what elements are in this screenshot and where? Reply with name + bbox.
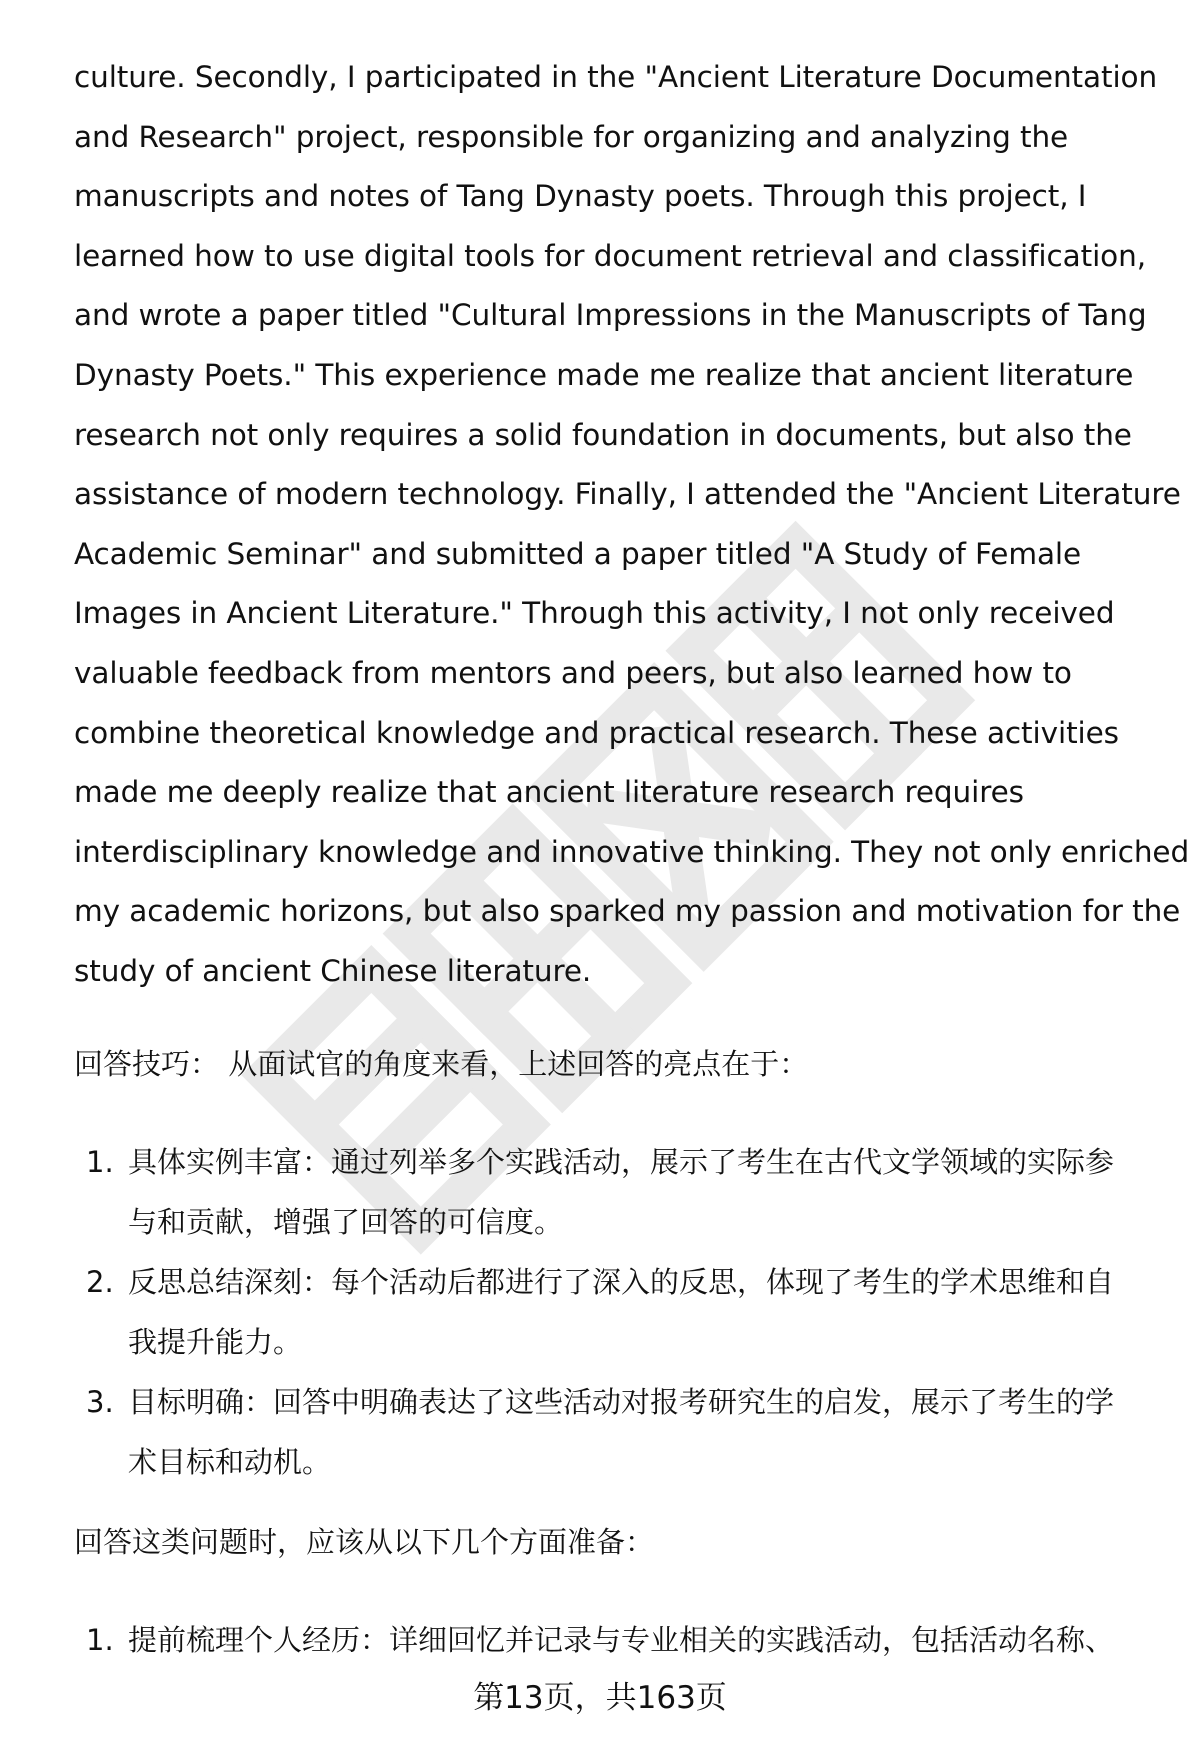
body-line: valuable feedback from mentors and peers, but also learned how to bbox=[74, 655, 1072, 690]
page-footer: 第13页，共163页 bbox=[473, 1680, 727, 1716]
list-item bbox=[74, 1132, 1164, 1252]
body-line: combine theoretical knowledge and practical research. These activities bbox=[74, 715, 1119, 750]
body-paragraph bbox=[74, 48, 1190, 1002]
body-line: and Research" project, responsible for organizing and analyzing the bbox=[74, 119, 1069, 154]
list-item-line: 提前梳理个人经历：详细回忆并记录与专业相关的实践活动，包括活动名称、 bbox=[128, 1623, 1115, 1657]
body-line: manuscripts and notes of Tang Dynasty poets. Through this project, I bbox=[74, 179, 1087, 214]
list-item-number: 1. bbox=[86, 1623, 114, 1657]
list-item-line: 反思总结深刻：每个活动后都进行了深入的反思，体现了考生的学术思维和自 bbox=[128, 1265, 1115, 1299]
list-item-number: 2. bbox=[86, 1265, 114, 1299]
body-line: culture. Secondly, I participated in the "Ancient Literature Documentation bbox=[74, 60, 1158, 94]
list-item-line: 目标明确：回答中明确表达了这些活动对报考研究生的启发，展示了考生的学 bbox=[128, 1385, 1115, 1419]
list-item-line: 我提升能力。 bbox=[128, 1325, 303, 1359]
list-item bbox=[74, 1372, 1164, 1492]
list-item-number: 1. bbox=[86, 1145, 114, 1179]
list-item bbox=[74, 1252, 1164, 1372]
tips-heading: 回答技巧： 从面试官的角度来看，上述回答的亮点在于： bbox=[74, 1047, 809, 1081]
list-item-line: 术目标和动机。 bbox=[128, 1445, 332, 1479]
body-line: assistance of modern technology. Finally, I attended the "Ancient Literature bbox=[74, 477, 1181, 512]
list-item-line: 具体实例丰富：通过列举多个实践活动，展示了考生在古代文学领域的实际参 bbox=[128, 1145, 1115, 1179]
list-item bbox=[74, 1610, 1164, 1670]
list-item-number: 3. bbox=[86, 1385, 114, 1419]
prep-list bbox=[74, 1610, 1164, 1670]
prep-heading: 回答这类问题时，应该从以下几个方面准备： bbox=[74, 1525, 655, 1559]
body-line: made me deeply realize that ancient literature research requires bbox=[74, 775, 1024, 810]
list-item-line: 与和贡献，增强了回答的可信度。 bbox=[128, 1205, 564, 1239]
tips-list bbox=[74, 1132, 1164, 1492]
body-line: interdisciplinary knowledge and innovative thinking. They not only enriched bbox=[74, 834, 1190, 869]
main-content bbox=[74, 48, 1190, 1657]
body-line: and wrote a paper titled "Cultural Impressions in the Manuscripts of Tang bbox=[74, 298, 1147, 333]
body-line: Dynasty Poets." This experience made me realize that ancient literature bbox=[74, 357, 1134, 392]
body-line: Academic Seminar" and submitted a paper titled "A Study of Female bbox=[74, 536, 1082, 571]
body-line: research not only requires a solid foundation in documents, but also the bbox=[74, 417, 1132, 452]
body-line: learned how to use digital tools for document retrieval and classification, bbox=[74, 238, 1146, 273]
body-line: my academic horizons, but also sparked my passion and motivation for the bbox=[74, 894, 1181, 929]
body-line: study of ancient Chinese literature. bbox=[74, 953, 592, 988]
body-line: Images in Ancient Literature." Through this activity, I not only received bbox=[74, 596, 1115, 631]
